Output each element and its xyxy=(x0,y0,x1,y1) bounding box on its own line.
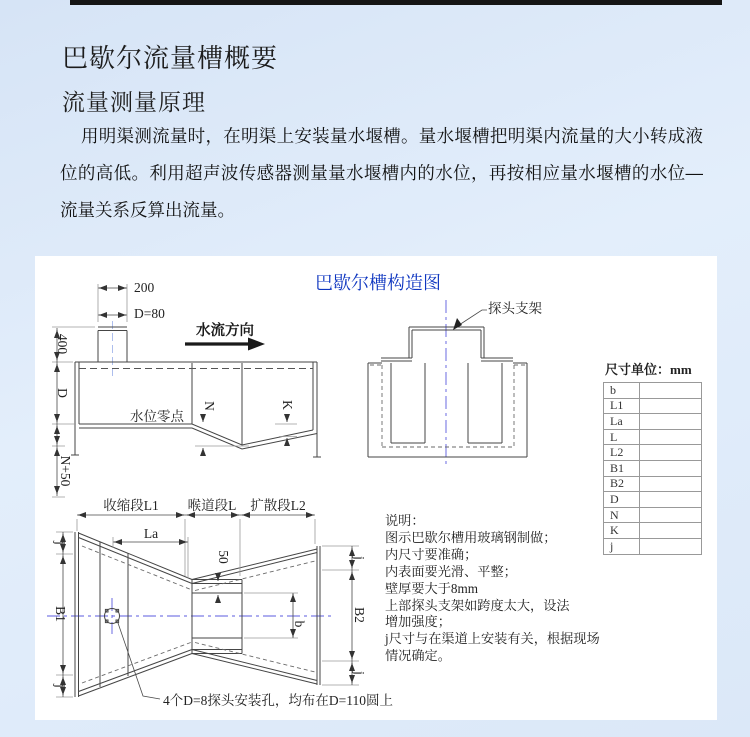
table-row xyxy=(604,476,702,492)
water-zero-label: 水位零点 xyxy=(130,409,184,424)
side-view-extension-lines xyxy=(52,284,297,497)
hole-leader-line xyxy=(118,623,160,699)
note-line: 上部探头支架如跨度太大，设法 xyxy=(385,597,570,613)
table-row xyxy=(604,538,702,554)
note-line: 壁厚要大于8mm xyxy=(385,580,479,596)
table-row-label: La xyxy=(604,414,640,430)
section-title: 流量测量原理 xyxy=(62,89,206,115)
dim-label-la: La xyxy=(143,526,159,541)
table-row-label: B2 xyxy=(604,476,640,492)
flume-walls-outline xyxy=(391,363,502,443)
table-row xyxy=(604,523,702,539)
side-view-drawing xyxy=(52,280,321,497)
dim-label-400: 400 xyxy=(55,333,70,355)
table-row-value xyxy=(640,476,702,492)
flow-direction-arrow xyxy=(185,338,265,351)
dim-label-200: 200 xyxy=(134,280,155,295)
dim-label-b1: B1 xyxy=(53,606,68,622)
dim-label-n: N xyxy=(202,401,217,411)
plan-dim-lines xyxy=(63,515,352,697)
table-row xyxy=(604,507,702,523)
dim-label-j-right-top: j xyxy=(352,556,367,560)
table-row-label: j xyxy=(604,538,640,554)
table-row-value xyxy=(640,445,702,461)
page-title: 巴歇尔流量槽概要 xyxy=(62,43,279,73)
intro-paragraph: 用明渠测流量时，在明渠上安装量水堰槽。量水堰槽把明渠内流量的大小转成液位的高低。利用超声波传感器测量量水堰槽内的水位，再按相应量水堰槽的水位—流量关系反算出流量。 xyxy=(60,126,703,220)
plan-extension-lines xyxy=(56,519,359,697)
note-line: 图示巴歇尔槽用玻璃钢制做； xyxy=(385,529,557,545)
table-row-label: K xyxy=(604,523,640,539)
table-row-value xyxy=(640,398,702,414)
hole-note-label: 4个D=8探头安装孔，均布在D=110圆上 xyxy=(163,693,393,708)
table-row-label: L2 xyxy=(604,445,640,461)
dim-label-d: D xyxy=(55,388,70,398)
table-row-value xyxy=(640,507,702,523)
probe-bracket-label: 探头支架 xyxy=(488,301,542,316)
dim-label-j-right-bottom: j xyxy=(352,671,367,675)
table-row xyxy=(604,383,702,399)
table-row-label: D xyxy=(604,492,640,508)
table-row-value xyxy=(640,383,702,399)
table-row-value xyxy=(640,414,702,430)
notes-block xyxy=(385,513,600,665)
table-row-value xyxy=(640,460,702,476)
table-row xyxy=(604,445,702,461)
dimension-table xyxy=(603,359,702,555)
note-line: j尺寸与在渠道上安装有关，根据现场 xyxy=(385,631,600,647)
table-row-value xyxy=(640,538,702,554)
note-line: 情况确定。 xyxy=(385,648,451,664)
dim-label-50: 50 xyxy=(216,550,231,564)
table-row xyxy=(604,398,702,414)
side-view-outline xyxy=(71,327,321,457)
table-row-value xyxy=(640,523,702,539)
dim-label-n50: N+50 xyxy=(58,455,73,487)
table-row xyxy=(604,429,702,445)
dim-label-b: b xyxy=(292,620,307,628)
plan-view-drawing xyxy=(47,497,393,709)
note-line: 说明： xyxy=(385,513,425,528)
dim-label-b2: B2 xyxy=(352,607,367,623)
table-row-label: b xyxy=(604,383,640,399)
table-row xyxy=(604,414,702,430)
dim-label-j-left-top: j xyxy=(53,541,68,545)
table-row-label: L1 xyxy=(604,398,640,414)
table-row-value xyxy=(640,492,702,508)
dim-label-k: K xyxy=(280,400,295,410)
table-row xyxy=(604,460,702,476)
side-view-arrows xyxy=(57,288,287,494)
top-divider-bar xyxy=(70,0,722,5)
dim-label-j-left-bottom: j xyxy=(53,684,68,688)
table-row xyxy=(604,492,702,508)
table-row-value xyxy=(640,429,702,445)
note-line: 增加强度； xyxy=(385,614,451,630)
plan-hidden-dashed xyxy=(82,546,315,683)
diagram-title: 巴歇尔槽构造图 xyxy=(315,273,441,293)
bracket-leader-arrowhead xyxy=(453,318,462,330)
section-label-contraction: 收缩段L1 xyxy=(103,498,159,513)
flow-direction-label: 水流方向 xyxy=(196,323,254,339)
section-label-diffusion: 扩散段L2 xyxy=(250,498,306,513)
plan-view-arrows xyxy=(63,515,352,695)
table-row-label: B1 xyxy=(604,460,640,476)
dim-label-d80: D=80 xyxy=(134,306,165,321)
dimension-table-header: 尺寸单位：mm xyxy=(605,362,692,377)
section-label-throat: 喉道段L xyxy=(187,498,237,513)
table-row-label: L xyxy=(604,429,640,445)
cross-section-drawing xyxy=(368,300,542,464)
diagram-panel xyxy=(35,256,717,720)
table-row-label: N xyxy=(604,507,640,523)
note-line: 内尺寸要准确； xyxy=(385,546,478,562)
note-line: 内表面要光滑、平整； xyxy=(385,563,517,579)
probe-bracket-outline xyxy=(381,327,513,361)
